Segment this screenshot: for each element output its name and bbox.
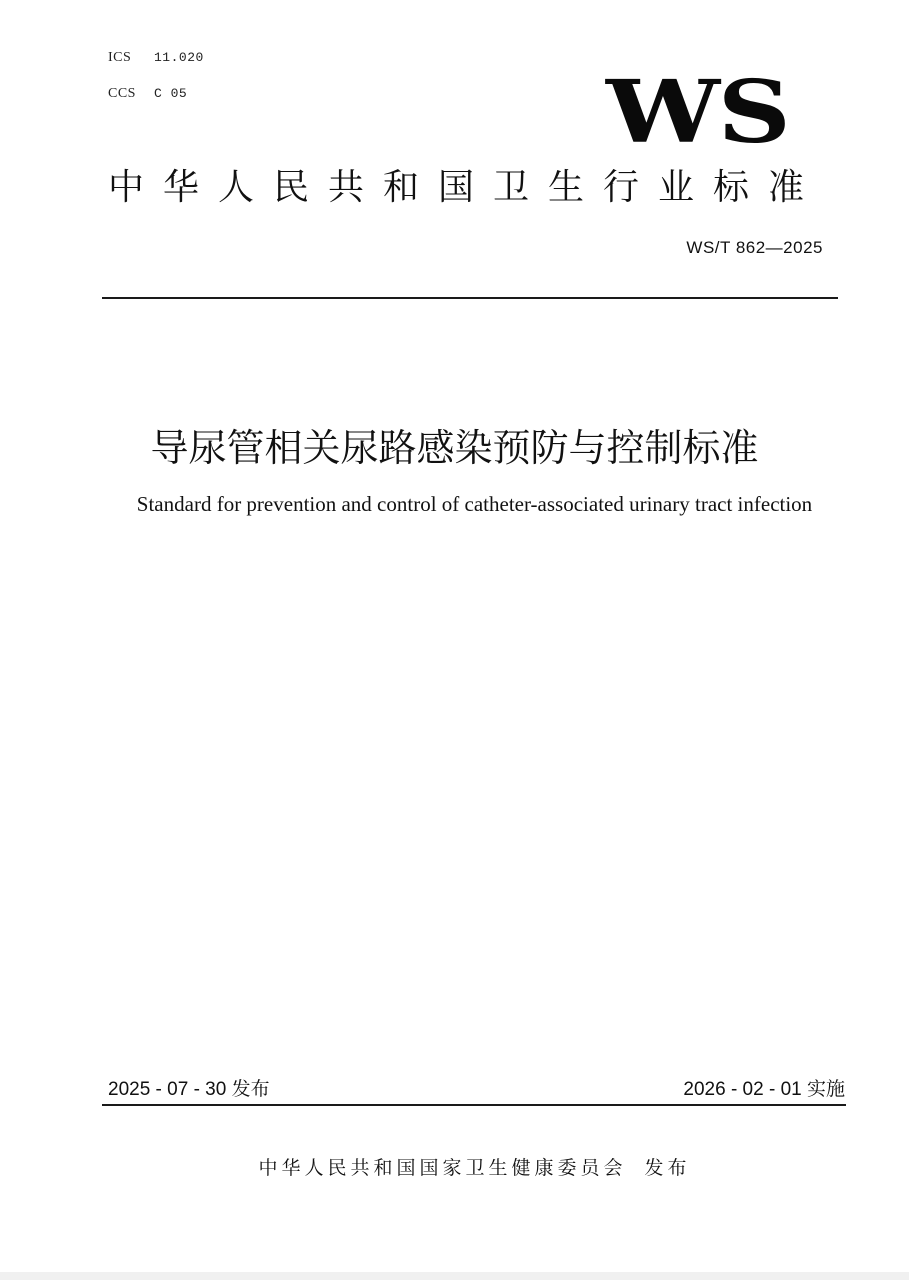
page-bottom-edge (0, 1272, 909, 1280)
publish-action: 发布 (644, 1157, 691, 1179)
industry-standard-title: 中华人民共和国卫生行业标准 (108, 167, 824, 208)
ics-code (108, 50, 204, 66)
ics-value: 11.020 (154, 50, 204, 65)
ccs-code (108, 86, 187, 102)
top-divider (102, 297, 838, 299)
publisher-line (0, 1154, 909, 1182)
ccs-label: CCS (108, 86, 136, 101)
document-title-en: Standard for prevention and control of catheter-associated urinary tract infection (136, 492, 813, 516)
issue-date: 2025 - 07 - 30 发布 (108, 1079, 270, 1100)
document-title-cn: 导尿管相关尿路感染预防与控制标准 (150, 426, 759, 470)
standard-number: WS/T 862—2025 (686, 238, 823, 257)
ics-label: ICS (108, 50, 132, 65)
ccs-value: C 05 (154, 86, 188, 101)
bottom-divider (102, 1104, 846, 1106)
publisher-name: 中华人民共和国国家卫生健康委员会 (258, 1157, 627, 1179)
implementation-date: 2026 - 02 - 01 实施 (683, 1079, 845, 1100)
ws-logo: WS (606, 62, 789, 163)
